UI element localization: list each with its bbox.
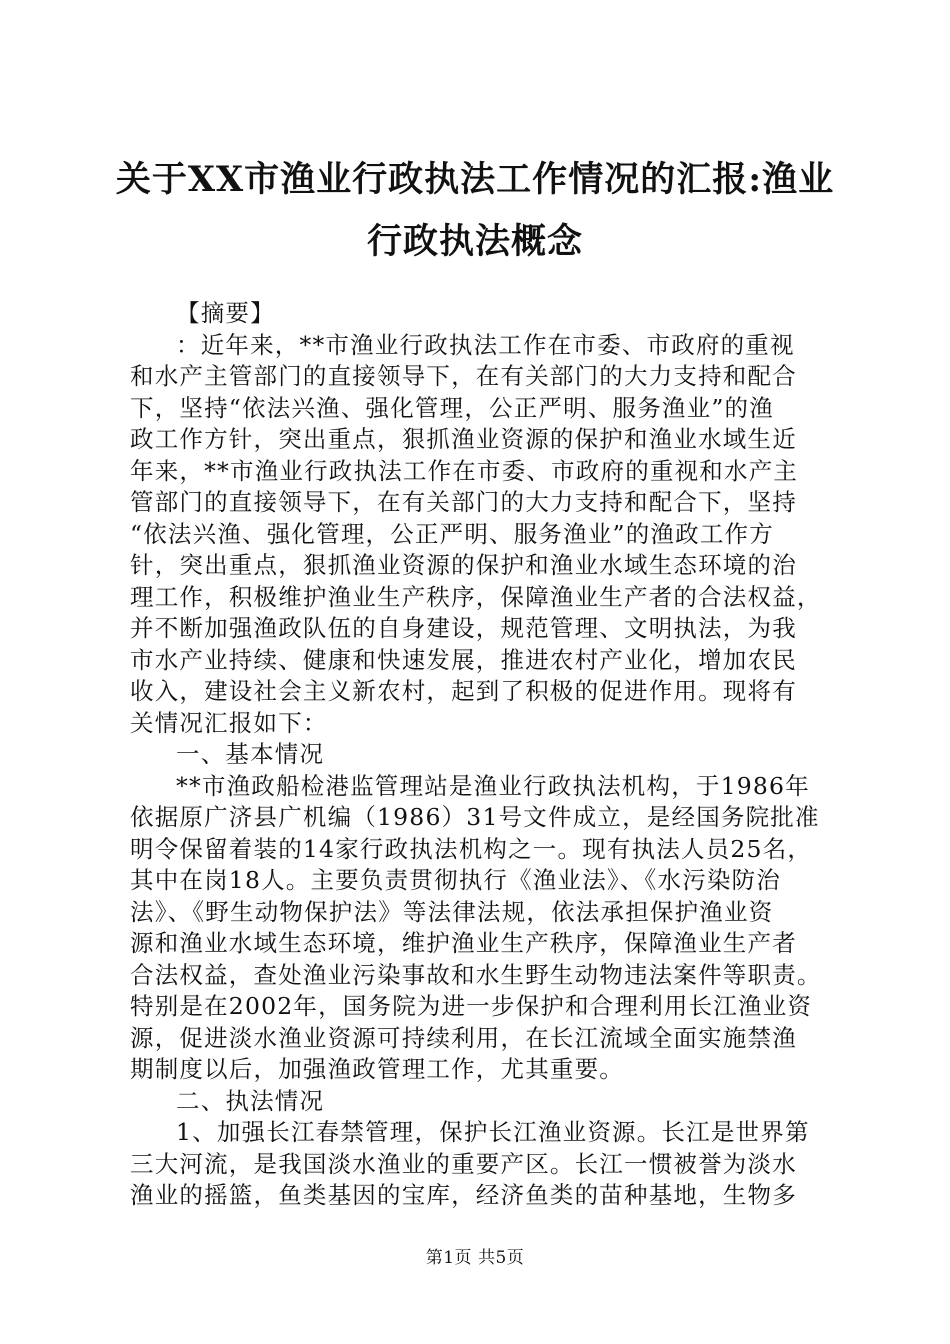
document-title-line-1: 关于XX市渔业行政执法工作情况的汇报:渔业: [115, 159, 835, 200]
body-line: **市渔政船检港监管理站是渔业行政执法机构，于1986年: [176, 771, 810, 800]
document-title-line-2: 行政执法概念: [366, 221, 583, 262]
body-line: 并不断加强渔政队伍的自身建设，规范管理、文明执法，为我: [130, 614, 797, 642]
body-line: 下，坚持“依法兴渔、强化管理，公正严明、服务渔业”的渔: [130, 393, 774, 422]
body-line: 针，突出重点，狠抓渔业资源的保护和渔业水域生态环境的治: [130, 551, 797, 579]
body-line: ：近年来，**市渔业行政执法工作在市委、市政府的重视: [176, 330, 795, 359]
abstract-heading: 【摘要】: [176, 299, 275, 327]
body-line: 收入，建设社会主义新农村，起到了积极的促进作用。现将有: [130, 677, 797, 705]
body-line: 理工作，积极维护渔业生产秩序，保障渔业生产者的合法权益，: [130, 582, 822, 611]
section-heading-basic: 一、基本情况: [176, 740, 325, 768]
body-line: 源，促进淡水渔业资源可持续利用，在长江流域全面实施禁渔: [130, 1023, 797, 1052]
body-line: 其中在岗18人。主要负责贯彻执行《渔业法》、《水污染防治: [130, 866, 782, 894]
body-line: 特别是在2002年，国务院为进一步保护和合理利用长江渔业资: [130, 992, 813, 1020]
body-line: 合法权益，查处渔业污染事故和水生野生动物违法案件等职责。: [130, 960, 822, 989]
body-line: 依据原广济县广机编（1986）31号文件成立，是经国务院批准: [130, 803, 820, 831]
section-heading-enforcement: 二、执法情况: [176, 1086, 325, 1115]
body-line: 源和渔业水域生态环境，维护渔业生产秩序，保障渔业生产者: [130, 929, 797, 957]
page-footer: 第1页 共5页: [425, 1248, 525, 1268]
body-line: 期制度以后，加强渔政管理工作，尤其重要。: [130, 1055, 624, 1083]
body-line: 明令保留着装的14家行政执法机构之一。现有执法人员25名，: [130, 834, 813, 863]
body-line: 和水产主管部门的直接领导下，在有关部门的大力支持和配合: [130, 362, 797, 390]
body-line: 法》、《野生动物保护法》等法律法规，依法承担保护渔业资: [130, 897, 774, 926]
body-line: 政工作方针，突出重点，狠抓渔业资源的保护和渔业水域生近: [130, 425, 797, 453]
body-line: 三大河流，是我国淡水渔业的重要产区。长江一惯被誉为淡水: [130, 1149, 797, 1178]
body-line: 1、加强长江春禁管理，保护长江渔业资源。长江是世界第: [176, 1118, 810, 1146]
body-line: “依法兴渔、强化管理，公正严明、服务渔业”的渔政工作方: [130, 519, 774, 548]
body-line: 市水产业持续、健康和快速发展，推进农村产业化，增加农民: [130, 645, 797, 674]
body-line: 年来，**市渔业行政执法工作在市委、市政府的重视和水产主: [130, 456, 799, 485]
document-body: [130, 298, 830, 1212]
body-line: 管部门的直接领导下，在有关部门的大力支持和配合下，坚持: [130, 488, 797, 516]
body-line: 关情况汇报如下：: [130, 708, 328, 737]
body-line: 渔业的摇篮，鱼类基因的宝库，经济鱼类的苗种基地，生物多: [130, 1181, 797, 1209]
